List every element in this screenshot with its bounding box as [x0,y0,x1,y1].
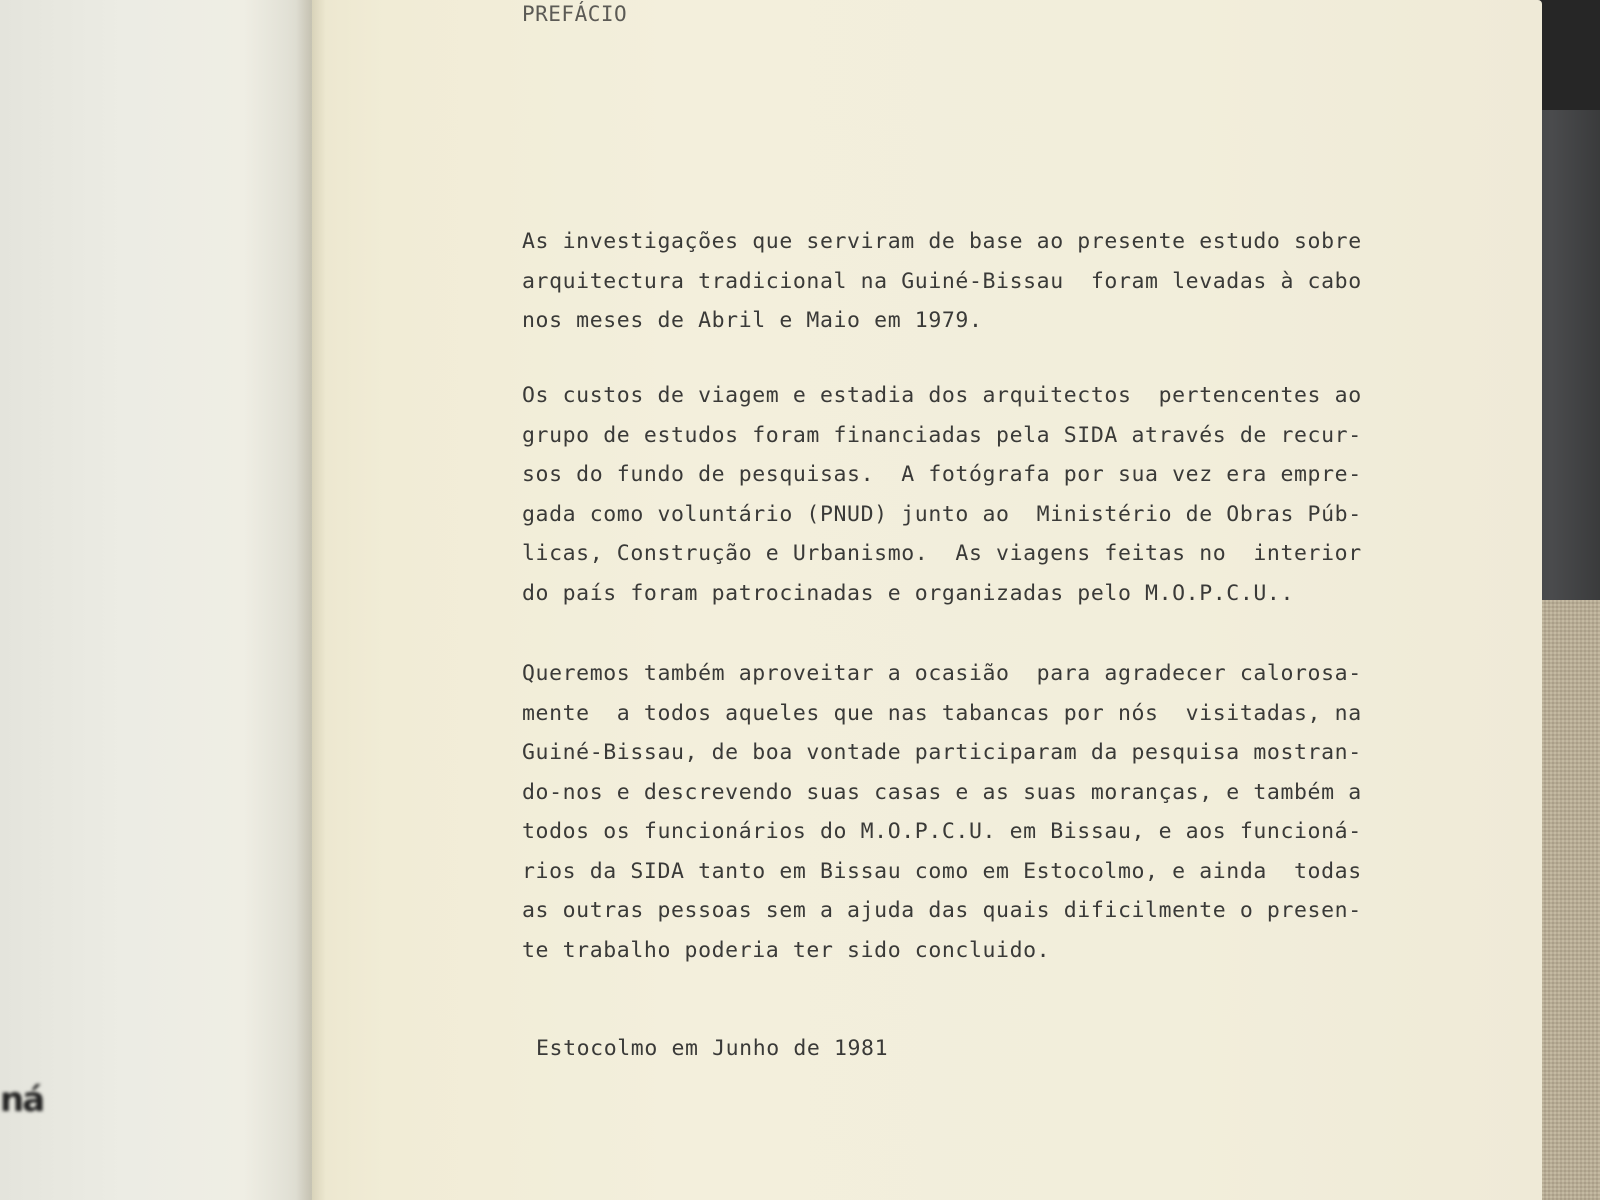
text-line: do país foram patrocinadas e organizadas pelo M.O.P.C.U.. [522,580,1295,606]
signature-line: Estocolmo em Junho de 1981 [536,1036,889,1061]
paragraph-2 [522,376,1362,613]
text-line: as outras pessoas sem a ajuda das quais dificilmente o presen- [522,898,1362,923]
text-line: Queremos também aproveitar a ocasião para agradecer calorosa- [522,661,1362,686]
text-line: todos os funcionários do M.O.P.C.U. em Bissau, e aos funcioná- [522,819,1362,844]
left-page-bleed-text: ná [0,1080,44,1120]
text-line: do-nos e descrevendo suas casas e as suas moranças, e também a [522,779,1362,805]
text-line: gada como voluntário (PNUD) junto ao Ministério de Obras Púb- [522,501,1362,527]
text-line: nos meses de Abril e Maio em 1979. [522,308,983,333]
text-line: Guiné-Bissau, de boa vontade participaram da pesquisa mostran- [522,740,1362,765]
text-line: Os custos de viagem e estadia dos arquitectos pertencentes ao [522,383,1362,408]
text-line: mente a todos aqueles que nas tabancas por nós visitadas, na [522,700,1362,726]
text-line: grupo de estudos foram financiadas pela SIDA através de recur- [522,422,1362,448]
text-line: licas, Construção e Urbanismo. As viagens feitas no interior [522,541,1362,566]
text-line: rios da SIDA tanto em Bissau como em Estocolmo, e ainda todas [522,858,1362,884]
left-page [0,0,312,1200]
text-line: sos do fundo de pesquisas. A fotógrafa por sua vez era empre- [522,462,1362,487]
book-gutter [296,0,326,1200]
text-line: arquitectura tradicional na Guiné-Bissau foram levadas à cabo [522,268,1362,294]
paragraph-3 [522,654,1362,970]
paragraph-1 [522,222,1362,341]
text-line: As investigações que serviram de base ao presente estudo sobre [522,229,1362,254]
text-line: te trabalho poderia ter sido concluido. [522,937,1051,963]
page-heading: PREFÁCIO [522,2,628,26]
